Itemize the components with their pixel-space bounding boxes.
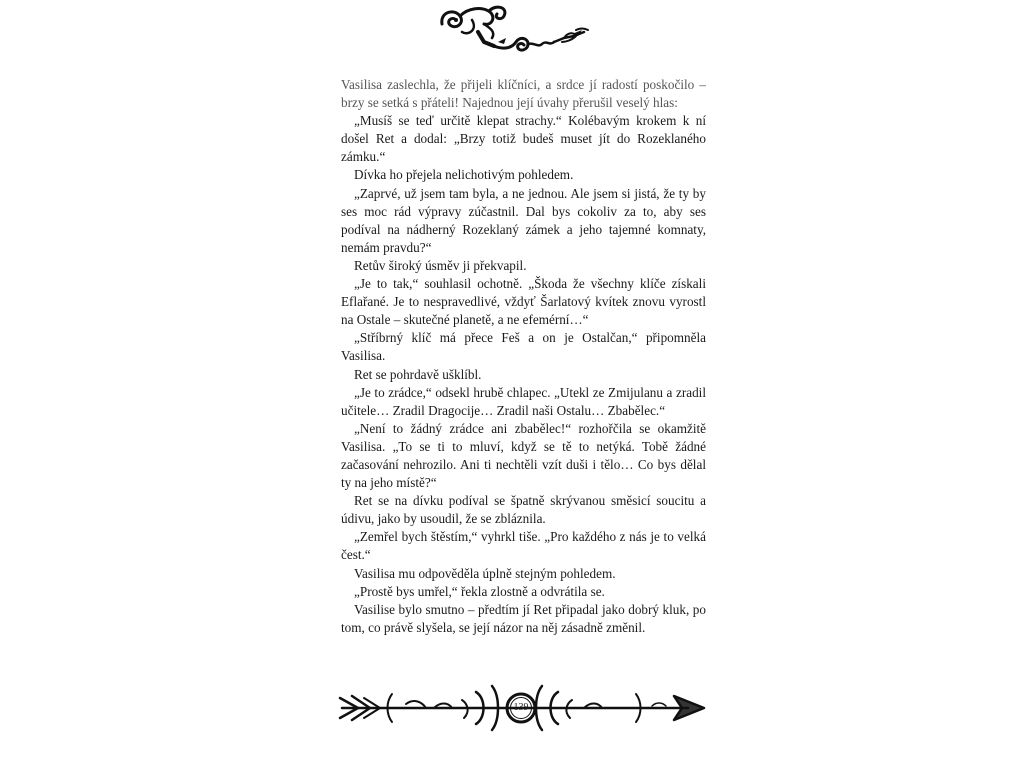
paragraph: „Je to tak,“ souhlasil ochotně. „Škoda že všechny klíče získali Eflařané. Je to nespravedlivé, vždyť Šarlatový kvítek znovu vyrostl na Ostale – skutečné planetě, a ne efemérní…“: [341, 276, 706, 328]
swirl-dragon-ornament-icon: [432, 2, 592, 60]
paragraph: Dívka ho přejela nelichotivým pohledem.: [354, 167, 574, 183]
paragraph: „Prostě bys umřel,“ řekla zlostně a odvrátila se.: [354, 583, 605, 599]
paragraph: „Zemřel bych štěstím,“ vyhrkl tiše. „Pro každého z nás je to velká čest.“: [341, 529, 706, 563]
paragraph: „Musíš se teď určitě klepat strachy.“ Kolébavým krokem k ní došel Ret a dodal: „Brzy totiž budeš muset jít do Rozeklaného zámku.“: [341, 113, 706, 165]
paragraph: Vasilise bylo smutno – předtím jí Ret připadal jako dobrý kluk, po tom, co právě slyšela, se její názor na něj zásadně změnil.: [341, 601, 706, 635]
paragraph: „Je to zrádce,“ odsekl hrubě chlapec. „Utekl ze Zmijulanu a zradil učitele… Zradil Dragocije… Zradil naši Ostalu… Zbabělec.“: [341, 384, 706, 418]
paragraph: Vasilisa mu odpověděla úplně stejným pohledem.: [354, 565, 616, 581]
paragraph: Retův široký úsměv ji překvapil.: [354, 257, 527, 273]
paragraph: Ret se pohrdavě ušklíbl.: [354, 366, 482, 382]
paragraph: „Není to žádný zrádce ani zbabělec!“ rozhořčila se okamžitě Vasilisa. „To se ti to mluví, když se tě to netýká. Tobě žádné začasování nehrozilo. Ani ti nechtěli vzít duši i tělo… Co bys dělal ty na jeho místě?“: [341, 420, 706, 491]
page-number: 139: [513, 702, 529, 713]
paragraph: „Zaprvé, už jsem tam byla, a ne jednou. Ale jsem si jistá, že ty by ses moc rád výpravy zúčastnil. Dal bys cokoliv za to, aby ses podíval na nádherný Rozeklaný zámek a jeho tajemné komnaty, nemám pravdu?“: [341, 185, 706, 255]
paragraph: Ret se na dívku podíval se špatně skrývanou směsicí soucitu a údivu, jako by usoudil, že se zbláznila.: [341, 493, 706, 527]
paragraph: Vasilisa zaslechla, že přijeli klíčníci, a srdce jí radostí poskočilo – brzy se setká s přáteli! Najednou její úvahy přerušil veselý hlas:: [341, 77, 706, 111]
paragraph: „Stříbrný klíč má přece Feš a on je Ostalčan,“ připomněla Vasilisa.: [341, 330, 706, 364]
body-text: [341, 76, 706, 637]
